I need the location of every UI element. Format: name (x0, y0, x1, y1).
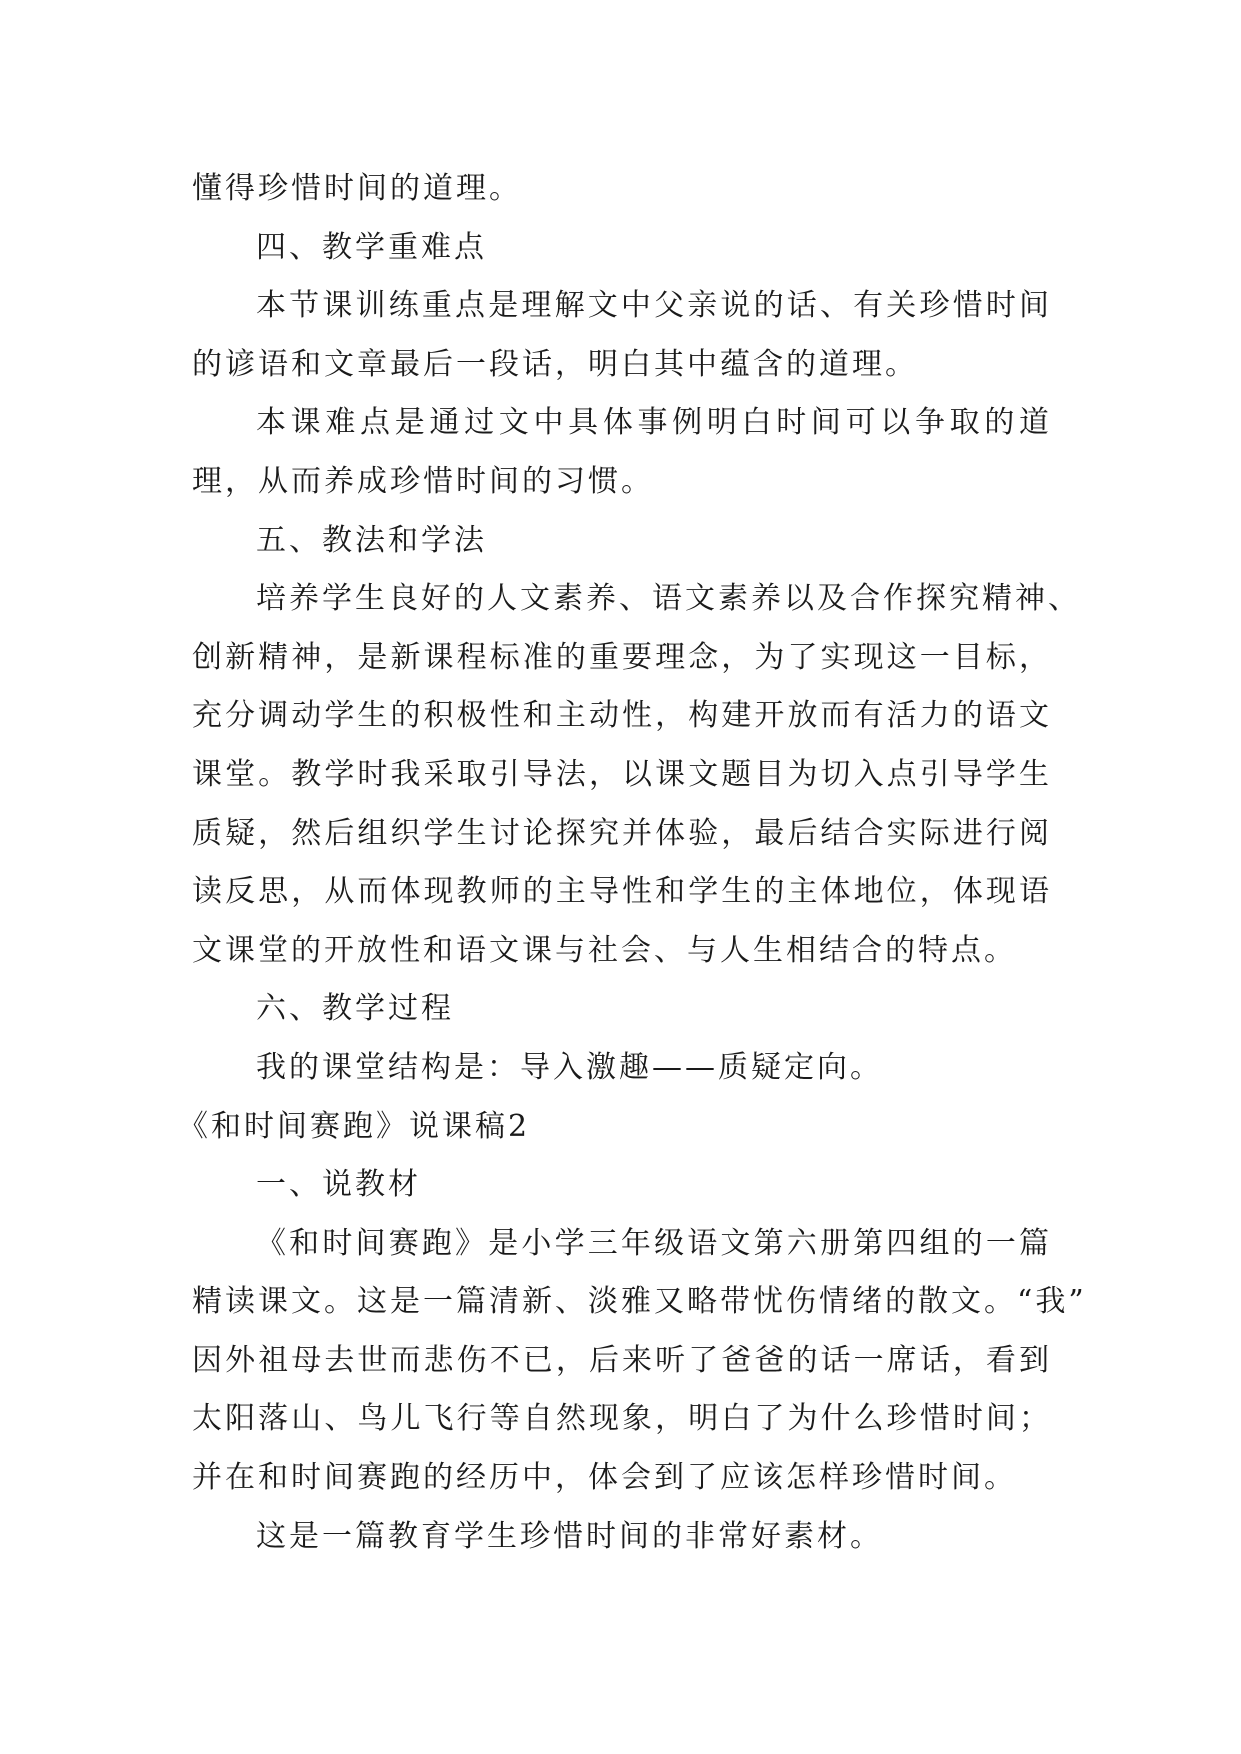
paragraph-line: 质疑，然后组织学生讨论探究并体验，最后结合实际进行阅 (192, 815, 1052, 851)
paragraph-line: 读反思，从而体现教师的主导性和学生的主体地位，体现语 (192, 874, 1052, 910)
paragraph-line: 本课难点是通过文中具体事例明白时间可以争取的道 (256, 405, 1052, 441)
section-heading: 六、教学过程 (256, 991, 454, 1027)
document-title: 《和时间赛跑》说课稿2 (178, 1108, 531, 1144)
paragraph-line: 因外祖母去世而悲伤不已，后来听了爸爸的话一席话，看到 (192, 1342, 1052, 1378)
paragraph-line: 本节课训练重点是理解文中父亲说的话、有关珍惜时间 (256, 288, 1052, 324)
paragraph-line: 充分调动学生的积极性和主动性，构建开放而有活力的语文 (192, 698, 1052, 734)
paragraph-line: 《和时间赛跑》是小学三年级语文第六册第四组的一篇 (256, 1225, 1052, 1261)
paragraph-line: 创新精神，是新课程标准的重要理念，为了实现这一目标， (192, 639, 1052, 675)
paragraph-line: 理，从而养成珍惜时间的习惯。 (192, 463, 654, 499)
section-heading: 一、说教材 (256, 1167, 421, 1203)
paragraph-line: 太阳落山、鸟儿飞行等自然现象，明白了为什么珍惜时间； (192, 1401, 1052, 1437)
paragraph-line: 我的课堂结构是：导入激趣——质疑定向。 (256, 1049, 883, 1085)
paragraph-line: 的谚语和文章最后一段话，明白其中蕴含的道理。 (192, 346, 918, 382)
section-heading: 五、教法和学法 (256, 522, 487, 558)
paragraph-line: 精读课文。这是一篇清新、淡雅又略带忧伤情绪的散文。“我” (192, 1284, 1087, 1320)
paragraph-line: 并在和时间赛跑的经历中，体会到了应该怎样珍惜时间。 (192, 1460, 1017, 1496)
body-text (178, 160, 1087, 1566)
paragraph-line: 懂得珍惜时间的道理。 (192, 171, 522, 206)
paragraph-line: 文课堂的开放性和语文课与社会、与人生相结合的特点。 (192, 932, 1017, 968)
paragraph-line: 这是一篇教育学生珍惜时间的非常好素材。 (256, 1518, 883, 1554)
section-heading: 四、教学重难点 (256, 229, 487, 265)
paragraph-line: 课堂。教学时我采取引导法，以课文题目为切入点引导学生 (192, 756, 1052, 792)
paragraph-line: 培养学生良好的人文素养、语文素养以及合作探究精神、 (256, 581, 1081, 617)
